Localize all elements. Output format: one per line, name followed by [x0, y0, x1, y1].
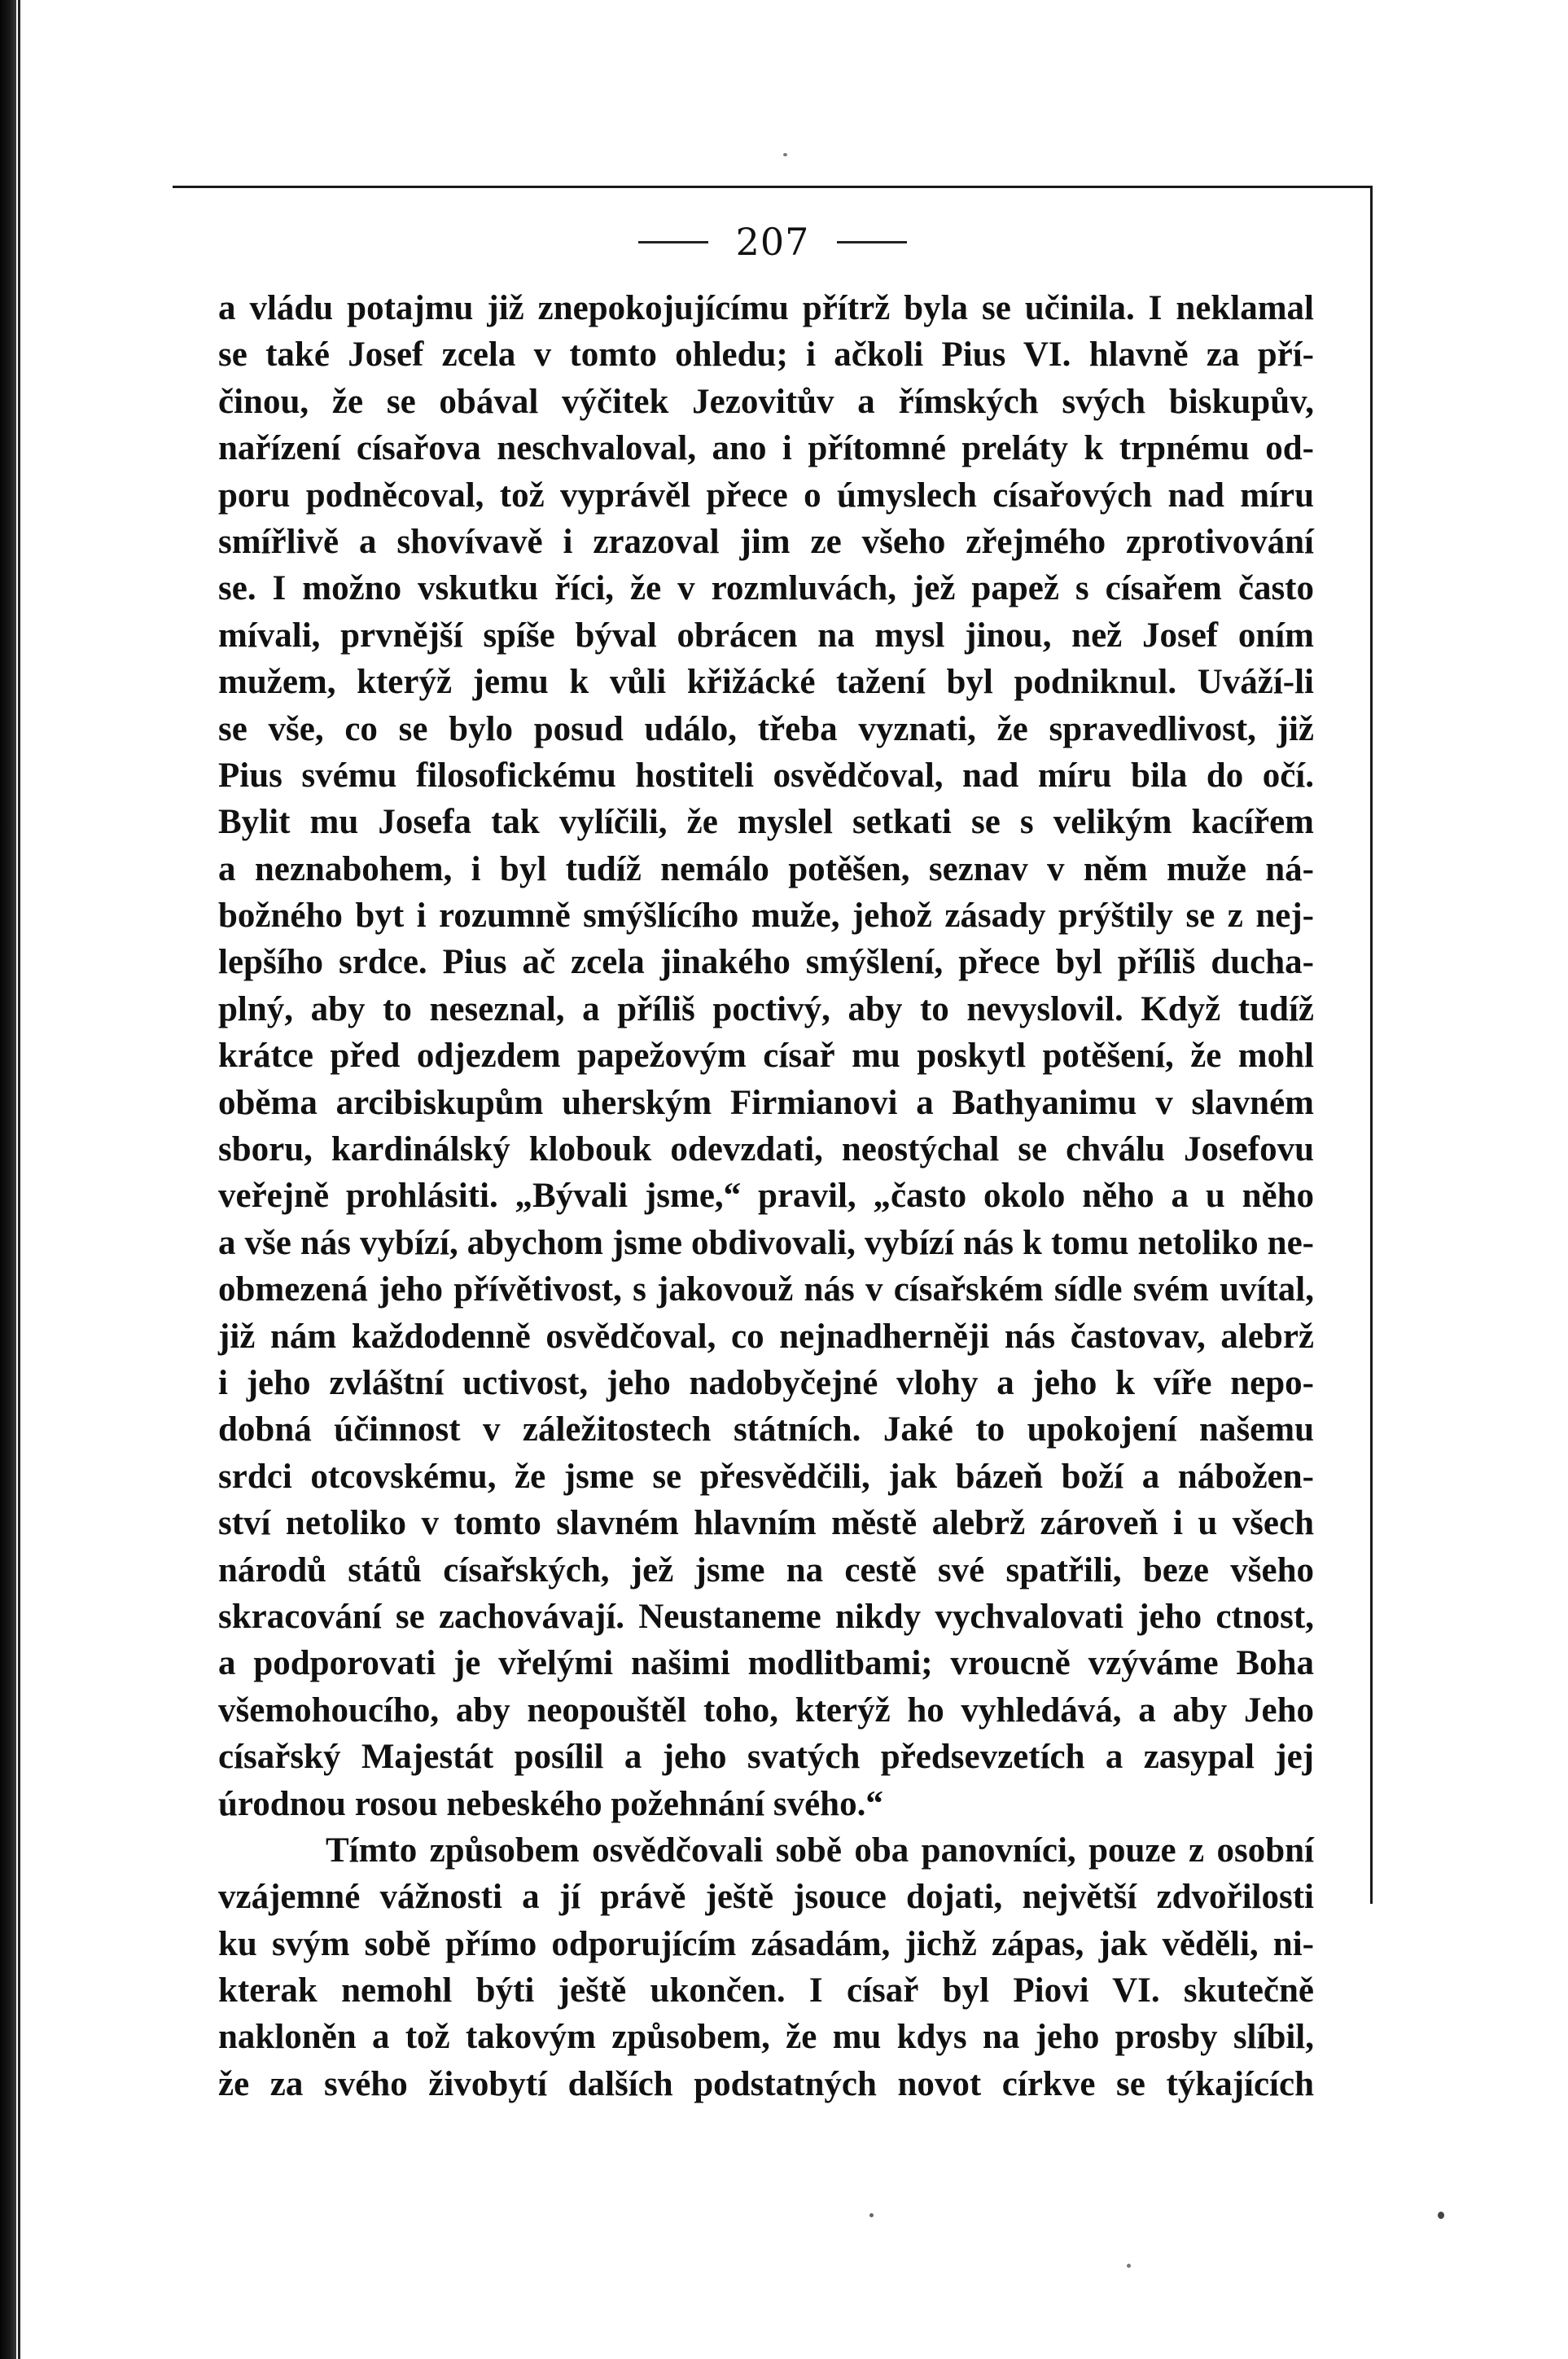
text-line: srdci otcovskému, že jsme se přesvědčili, jak bázeň boží a nábožen-: [218, 1457, 1314, 1496]
page-frame-right-rule: [1370, 186, 1373, 1904]
text-line: všemohoucího, aby neopouštěl toho, kterýž ho vyhledává, a aby Jeho: [218, 1690, 1314, 1730]
text-line: ku svým sobě přímo odporujícím zásadám, jichž zápas, jak věděli, ni-: [218, 1924, 1314, 1963]
text-line: nařízení císařova neschvaloval, ano i přítomné preláty k trpnému od-: [218, 429, 1314, 468]
text-line: nakloněn a tož takovým způsobem, že mu kdys na jeho prosby slíbil,: [218, 2018, 1314, 2057]
body-text: [218, 285, 1314, 2107]
text-line: krátce před odjezdem papežovým císař mu poskytl potěšení, že mohl: [218, 1037, 1314, 1076]
text-line: již nám každodenně osvědčoval, co nejnadherněji nás častovav, alebrž: [218, 1317, 1314, 1356]
text-line: císařský Majestát posílil a jeho svatých předsevzetích a zasypal jej: [218, 1738, 1314, 1777]
text-line: se vše, co se bylo posud událo, třeba vyznati, že spravedlivost, již: [218, 709, 1314, 748]
text-line: mívali, prvnější spíše býval obrácen na mysl jinou, než Josef oním: [218, 616, 1314, 655]
scan-dark-edge: [0, 0, 16, 2359]
text-line: Pius svému filosofickému hostiteli osvědčoval, nad míru bila do očí.: [218, 756, 1314, 795]
text-line: kterak nemohl býti ještě ukončen. I císař byl Piovi VI. skutečně: [218, 1971, 1314, 2010]
text-line: ství netoliko v tomto slavném hlavním městě alebrž zároveň i u všech: [218, 1504, 1314, 1543]
text-line: veřejně prohlásiti. „Bývali jsme,“ pravil, „často okolo něho a u něho: [218, 1177, 1314, 1216]
text-line: sboru, kardinálský klobouk odevzdati, neostýchal se chválu Josefovu: [218, 1130, 1314, 1169]
page-number: 207: [735, 220, 810, 264]
text-line: oběma arcibiskupům uherským Firmianovi a Bathyanimu v slavném: [218, 1083, 1314, 1122]
text-line: obmezená jeho přívětivost, s jakovouž nás v císařském sídle svém uvítal,: [218, 1270, 1314, 1309]
scan-speck: [1127, 2264, 1131, 2268]
text-line: národů států císařských, jež jsme na cestě své spatřili, beze všeho: [218, 1550, 1314, 1589]
text-line: a neznabohem, i byl tudíž nemálo potěšen, seznav v něm muže ná-: [218, 849, 1314, 888]
text-line: činou, že se obával výčitek Jezovitův a římských svých biskupův,: [218, 382, 1314, 421]
text-line: poru podněcoval, tož vyprávěl přece o úmyslech císařových nad míru: [218, 476, 1314, 515]
page-header: [173, 213, 1373, 270]
text-line: mužem, kterýž jemu k vůli křižácké tažení byl podniknul. Uváží-li: [218, 663, 1314, 702]
text-line: že za svého živobytí dalších podstatných novot církve se týkajících: [218, 2064, 1314, 2103]
text-line: dobná účinnost v záležitostech státních. Jaké to upokojení našemu: [218, 1410, 1314, 1449]
text-line: a vládu potajmu již znepokojujícímu přítrž byla se učinila. I neklamal: [218, 289, 1314, 327]
text-line: a vše nás vybízí, abychom jsme obdivovali, vybízí nás k tomu netoliko ne-: [218, 1223, 1314, 1262]
header-rule-right: [837, 241, 907, 243]
scan-speck: [783, 153, 787, 156]
text-line: a podporovati je vřelými našimi modlitbami; vroucně vzýváme Boha: [218, 1644, 1314, 1683]
text-line: smířlivě a shovívavě i zrazoval jim ze všeho zřejmého zprotivování: [218, 522, 1314, 561]
text-line: i jeho zvláštní uctivost, jeho nadobyčejné vlohy a jeho k víře nepo-: [218, 1363, 1314, 1402]
page-frame-top-rule: [173, 186, 1373, 188]
paragraph-start-line: Tímto způsobem osvědčovali sobě oba panovníci, pouze z osobní: [326, 1831, 1314, 1870]
scan-edge-line: [18, 0, 20, 2359]
text-line: vzájemné vážnosti a jí právě ještě jsouce dojati, největší zdvořilosti: [218, 1878, 1314, 1917]
paragraph-end-line: úrodnou rosou nebeského požehnání svého.“: [218, 1784, 883, 1823]
scan-speck: [869, 2213, 874, 2217]
header-rule-left: [638, 241, 708, 243]
text-line: plný, aby to neseznal, a příliš poctivý, aby to nevyslovil. Když tudíž: [218, 989, 1314, 1028]
text-line: Bylit mu Josefa tak vylíčili, že myslel setkati se s velikým kacířem: [218, 803, 1314, 842]
text-line: božného byt i rozumně smýšlícího muže, jehož zásady prýštily se z nej-: [218, 897, 1314, 936]
text-line: skracování se zachovávají. Neustaneme nikdy vychvalovati jeho ctnost,: [218, 1597, 1314, 1636]
text-line: lepšího srdce. Pius ač zcela jinakého smýšlení, přece byl příliš ducha-: [218, 943, 1314, 982]
text-line: se také Josef zcela v tomto ohledu; i ačkoli Pius VI. hlavně za pří-: [218, 335, 1314, 375]
scan-speck: [1438, 2212, 1444, 2219]
text-line: se. I možno vskutku říci, že v rozmluvách, jež papež s císařem často: [218, 569, 1314, 608]
